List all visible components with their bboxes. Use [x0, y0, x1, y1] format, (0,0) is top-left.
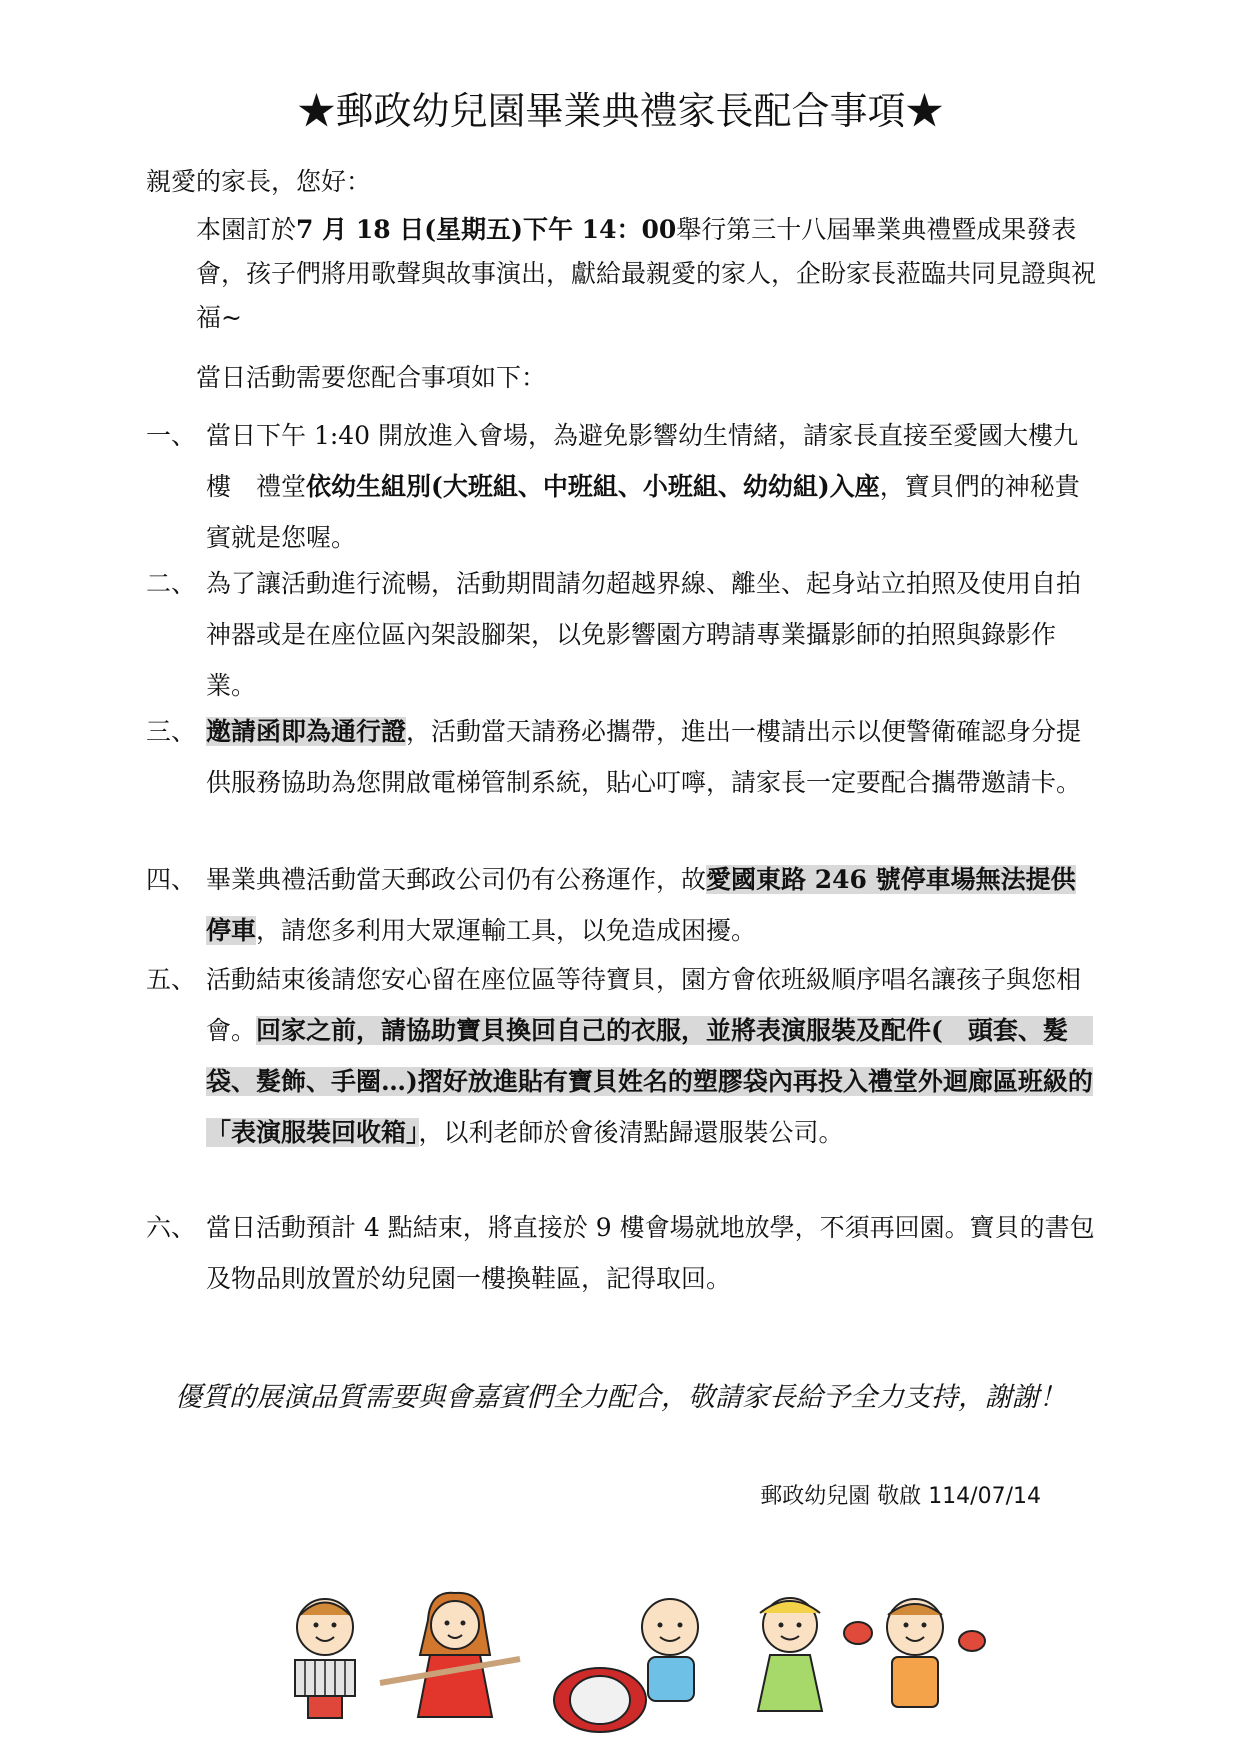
child-flute-illustration — [380, 1593, 520, 1717]
child-accordion-illustration — [295, 1599, 355, 1718]
closing-message: 優質的展演品質需要與會嘉賓們全力配合，敬請家長給予全力支持，謝謝！ — [175, 1382, 1066, 1413]
item-text: 畢業典禮活動當天郵政公司仍有公務運作，故 — [206, 865, 707, 894]
item-number: 五、 — [146, 965, 197, 994]
item-highlight: 愛國東路 246 號停車場無法提供停車 — [206, 865, 1076, 945]
item-body — [206, 954, 1096, 1158]
child-drum-illustration — [554, 1599, 698, 1732]
item-text: 為了讓活動進行流暢，活動期間請勿超越界線、離坐、起身站立拍照及使用自拍神器或是在座位區內架設腳架，以免影響園方聘請專業攝影師的拍照與錄影作業。 — [206, 569, 1082, 700]
intro-text-c: 舉行第三十八屆畢業典禮暨成果發表會，孩子們將用歌聲與故事演出，獻給最親愛的家人，企盼家長蒞臨共同見證與祝福~ — [196, 215, 1097, 332]
item-number: 一、 — [146, 421, 197, 450]
item-text: 活動結束後請您安心留在座位區等待寶貝，園方會依班級順序唱名讓孩子與您相會。 — [206, 965, 1082, 1045]
intro-instructions: 當日活動需要您配合事項如下： — [196, 363, 547, 392]
intro-text-a: 本園訂於 — [196, 215, 297, 244]
item-bold-text: 依幼生組別(大班組、中班組、小班組、幼幼組)入座 — [306, 472, 880, 501]
item-highlight: 回家之前，請協助寶貝換回自己的衣服，並將表演服裝及配件( 頭套、髮 袋、髮飾、手圈…)摺好放進貼有寶貝姓名的塑膠袋內再投入禮堂外迴廊區班級的「表演服裝回收箱」 — [206, 1016, 1093, 1147]
item-body — [206, 706, 1096, 808]
item-text-end: ，請您多利用大眾運輸工具，以免造成困擾。 — [256, 916, 757, 945]
intro-paragraph — [196, 208, 1096, 340]
greeting: 親愛的家長，您好： — [146, 167, 372, 196]
event-datetime: 7 月 18 日(星期五)下午 14：00 — [296, 215, 677, 244]
page-title: ★郵政幼兒園畢業典禮家長配合事項★ — [297, 89, 944, 133]
item-body — [206, 854, 1096, 956]
item-number: 二、 — [146, 569, 197, 598]
item-highlight: 邀請函即為通行證 — [206, 717, 407, 746]
item-number: 四、 — [146, 865, 197, 894]
item-text: 當日下午 1:40 開放進入會場，為避免影響幼生情緒，請家長直接至愛國大樓九樓 禮堂 — [206, 421, 1079, 501]
item-text: 當日活動預計 4 點結束，將直接於 9 樓會場就地放學，不須再回園。寶貝的書包及物品則放置於幼兒園一樓換鞋區，記得取回。 — [206, 1213, 1095, 1293]
item-number: 三、 — [146, 717, 197, 746]
item-text-end: ，以利老師於會後清點歸還服裝公司。 — [418, 1118, 844, 1147]
signature: 郵政幼兒園 敬啟 114/07/14 — [760, 1484, 1041, 1509]
item-text-end: ，寶貝們的神秘貴賓就是您喔。 — [206, 472, 1080, 552]
item-text: ，活動當天請務必攜帶，進出一樓請出示以便警衛確認身分提供服務協助為您開啟電梯管制系統，貼心叮嚀，請家長一定要配合攜帶邀請卡。 — [206, 717, 1082, 797]
kids-illustration — [270, 1585, 990, 1735]
child-girl-illustration — [758, 1598, 822, 1711]
item-body — [206, 558, 1096, 711]
item-number: 六、 — [146, 1213, 197, 1242]
item-body — [206, 1202, 1096, 1304]
item-body — [206, 410, 1096, 563]
child-maracas-illustration — [844, 1599, 985, 1707]
